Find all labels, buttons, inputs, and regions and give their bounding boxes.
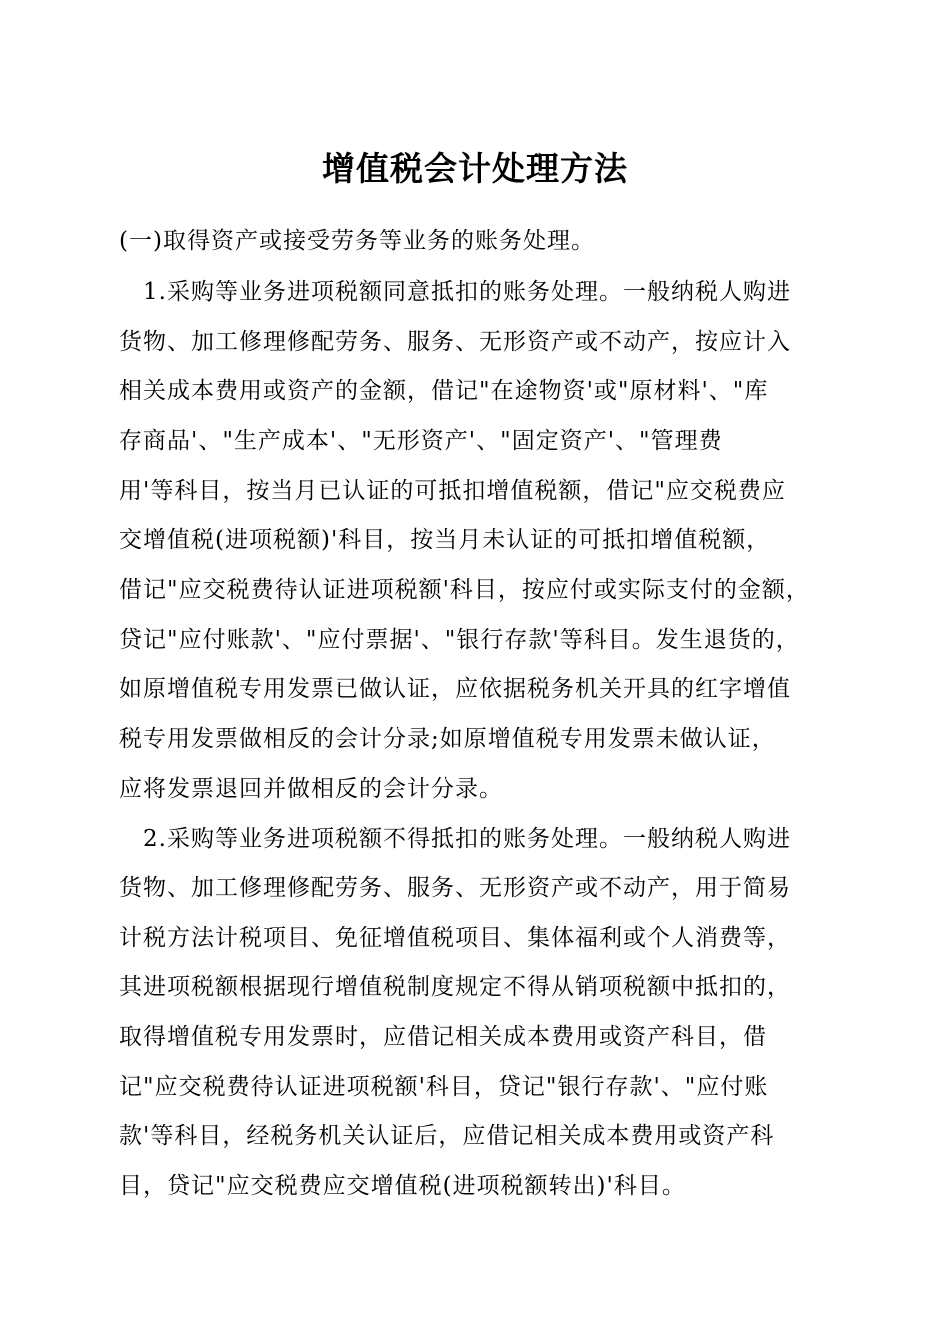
section-heading-1: (一)取得资产或接受劳务等业务的账务处理。 [119,228,595,254]
paragraph-2-line-8: 目，贷记"应交税费应交增值税(进项税额转出)'科目。 [119,1173,686,1199]
paragraph-2-line-1: 2.采购等业务进项税额不得抵扣的账务处理。一般纳税人购进 [143,826,791,852]
paragraph-1-line-4: 存商品'、"生产成本'、"无形资产'、"固定资产'、"管理费 [119,428,723,454]
paragraph-1-line-11: 应将发票退回并做相反的会计分录。 [119,776,503,802]
paragraph-1-line-10: 税专用发票做相反的会计分录;如原增值税专用发票未做认证， [119,726,776,752]
paragraph-1-line-8: 贷记"应付账款'、"应付票据'、"银行存款'等科目。发生退货的， [119,627,800,653]
paragraph-2-line-5: 取得增值税专用发票时，应借记相关成本费用或资产科目，借 [119,1024,767,1050]
paragraph-1-line-9: 如原增值税专用发票已做认证，应依据税务机关开具的红字增值 [119,676,791,702]
paragraph-2-line-4: 其进项税额根据现行增值税制度规定不得从销项税额中抵扣的， [119,974,791,1000]
paragraph-1-line-7: 借记"应交税费待认证进项税额'科目，按应付或实际支付的金额， [119,577,810,603]
paragraph-1-line-1: 1.采购等业务进项税额同意抵扣的账务处理。一般纳税人购进 [143,279,791,305]
paragraph-2-line-6: 记"应交税费待认证进项税额'科目，贷记"银行存款'、"应付账 [119,1074,769,1100]
paragraph-2-line-3: 计税方法计税项目、免征增值税项目、集体福利或个人消费等， [119,925,791,951]
paragraph-1-line-3: 相关成本费用或资产的金额，借记"在途物资'或"原材料'、"库 [119,378,769,404]
paragraph-1-line-2: 货物、加工修理修配劳务、服务、无形资产或不动产，按应计入 [119,329,791,355]
paragraph-1-line-5: 用'等科目，按当月已认证的可抵扣增值税额，借记"应交税费应 [119,478,786,504]
paragraph-2-line-7: 款'等科目，经税务机关认证后，应借记相关成本费用或资产科 [119,1123,775,1149]
paragraph-2-line-2: 货物、加工修理修配劳务、服务、无形资产或不动产，用于简易 [119,875,791,901]
paragraph-1-line-6: 交增值税(进项税额)'科目，按当月未认证的可抵扣增值税额， [119,527,771,553]
document-title: 增值税会计处理方法 [322,149,628,188]
